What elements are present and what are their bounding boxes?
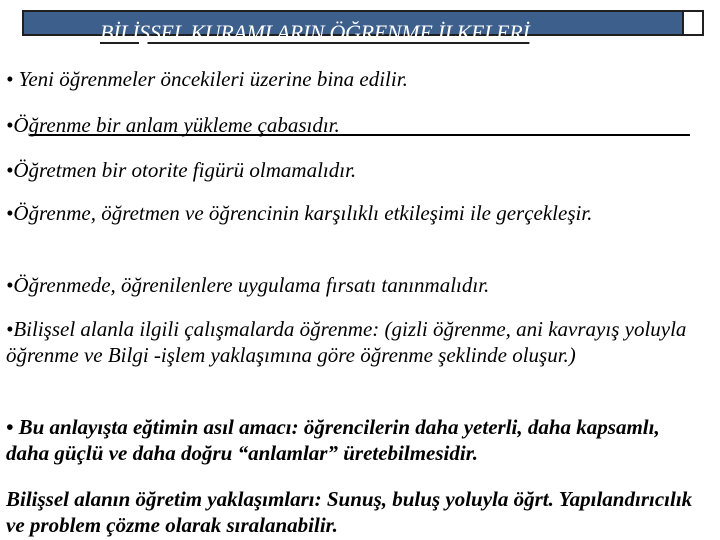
bullet-item-5: •Öğrenmede, öğrenilenlere uygulama fırsatı tanınmalıdır. (6, 273, 490, 297)
bullet-item-4: •Öğrenme, öğretmen ve öğrencinin karşılıklı etkileşimi ile gerçekleşir. (6, 201, 593, 225)
divider-line (30, 134, 690, 136)
bullet-item-1: • Yeni öğrenmeler öncekileri üzerine bina edilir. (6, 67, 408, 91)
bullet-item-2: •Öğrenme bir anlam yükleme çabasıdır. (6, 113, 340, 137)
bullet-item-6: •Bilişsel alanla ilgili çalışmalarda öğrenme: (gizli öğrenme, ani kavrayış yoluyla öğrenme ve Bilgi -işlem yaklaşımına göre öğrenme şeklinde oluşur.) (6, 317, 687, 367)
summary-paragraph: Bilişsel alanın öğretim yaklaşımları: Sunuş, buluş yoluyla öğrt. Yapılandırıcılık ve problem çözme olarak sıralanabilir. (6, 487, 693, 537)
bullet-item-3: •Öğretmen bir otorite figürü olmamalıdır. (6, 158, 357, 182)
title-bar-corner-box (682, 12, 702, 34)
slide-title: BİLİŞSEL KURAMLARIN ÖĞRENME İLKELERİ (100, 20, 530, 45)
bullet-item-7: • Bu anlayışta eğtimin asıl amacı: öğrencilerin daha yeterli, daha kapsamlı, daha güçlü ve daha doğru “anlamlar” üretebilmesidir. (6, 415, 660, 465)
